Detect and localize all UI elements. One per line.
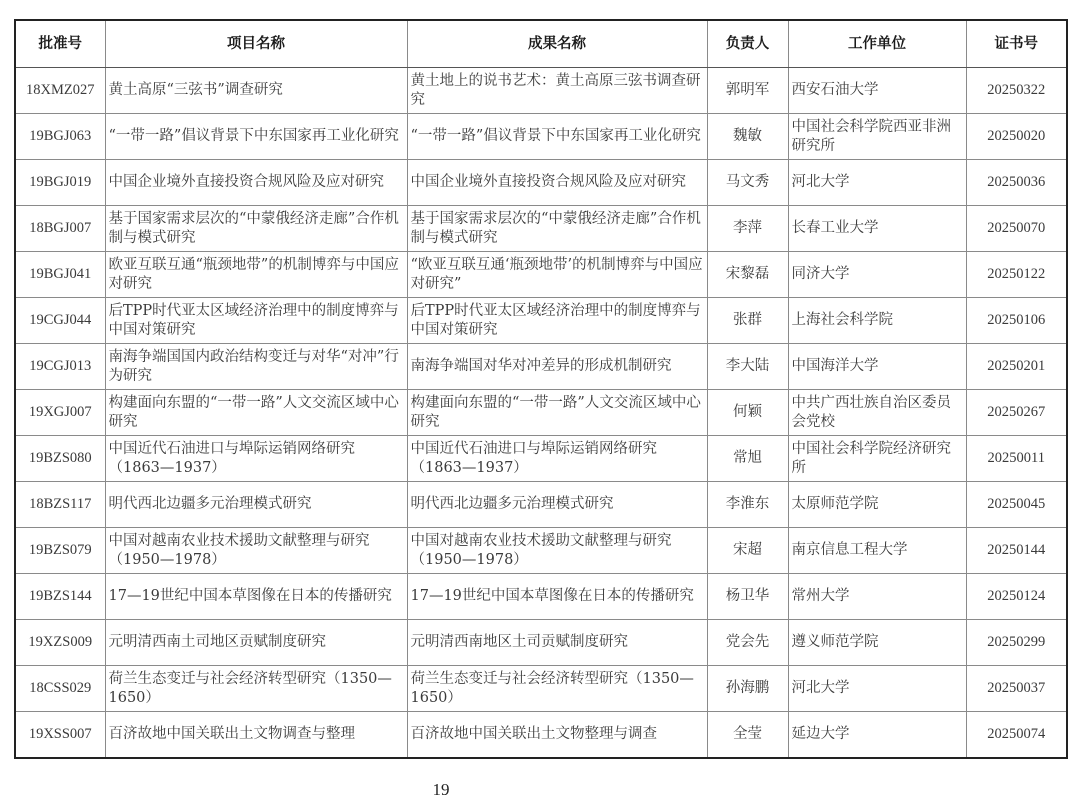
cell-lead: 孙海鹏: [707, 666, 788, 712]
cell-institution: 中共广西壮族自治区委员会党校: [788, 390, 966, 436]
cell-approval-no: 18BZS117: [15, 482, 105, 528]
table-row: [15, 620, 1067, 666]
cell-result-name: 17—19世纪中国本草图像在日本的传播研究: [407, 574, 707, 620]
cell-institution: 中国海洋大学: [788, 344, 966, 390]
table-row: [15, 528, 1067, 574]
cell-institution: 太原师范学院: [788, 482, 966, 528]
cell-institution: 延边大学: [788, 712, 966, 759]
cell-lead: 李萍: [707, 206, 788, 252]
cell-institution: 遵义师范学院: [788, 620, 966, 666]
table-header-row: [15, 20, 1067, 68]
cell-lead: 李大陆: [707, 344, 788, 390]
cell-cert-no: 20250122: [966, 252, 1067, 298]
table-row: [15, 436, 1067, 482]
page-number: [0, 780, 1080, 800]
cell-institution: 中国社会科学院经济研究所: [788, 436, 966, 482]
cell-lead: 李淮东: [707, 482, 788, 528]
cell-result-name: “一带一路”倡议背景下中东国家再工业化研究: [407, 114, 707, 160]
cell-approval-no: 19CGJ044: [15, 298, 105, 344]
table-row: [15, 390, 1067, 436]
cell-lead: 马文秀: [707, 160, 788, 206]
cell-result-name: 百济故地中国关联出土文物整理与调查: [407, 712, 707, 759]
cell-result-name: 明代西北边疆多元治理模式研究: [407, 482, 707, 528]
cell-project-name: 中国企业境外直接投资合规风险及应对研究: [105, 160, 407, 206]
table-row: [15, 344, 1067, 390]
cell-lead: 杨卫华: [707, 574, 788, 620]
header-lead: 负责人: [707, 20, 788, 68]
cell-lead: 全莹: [707, 712, 788, 759]
cell-approval-no: 18BGJ007: [15, 206, 105, 252]
cell-cert-no: 20250299: [966, 620, 1067, 666]
table-row: [15, 68, 1067, 114]
cell-result-name: 构建面向东盟的“一带一路”人文交流区域中心研究: [407, 390, 707, 436]
cell-institution: 中国社会科学院西亚非洲研究所: [788, 114, 966, 160]
cell-lead: 何颖: [707, 390, 788, 436]
cell-project-name: 南海争端国国内政治结构变迁与对华“对冲”行为研究: [105, 344, 407, 390]
cell-approval-no: 19BZS079: [15, 528, 105, 574]
cell-cert-no: 20250036: [966, 160, 1067, 206]
cell-result-name: “欧亚互联互通‘瓶颈地带’的机制博弈与中国应对研究”: [407, 252, 707, 298]
cell-institution: 西安石油大学: [788, 68, 966, 114]
cell-cert-no: 20250106: [966, 298, 1067, 344]
cell-result-name: 后TPP时代亚太区域经济治理中的制度博弈与中国对策研究: [407, 298, 707, 344]
cell-cert-no: 20250070: [966, 206, 1067, 252]
cell-lead: 宋超: [707, 528, 788, 574]
cell-lead: 党会先: [707, 620, 788, 666]
cell-approval-no: 18CSS029: [15, 666, 105, 712]
cell-institution: 长春工业大学: [788, 206, 966, 252]
cell-institution: 河北大学: [788, 160, 966, 206]
cell-lead: 张群: [707, 298, 788, 344]
cell-project-name: 黄土高原“三弦书”调查研究: [105, 68, 407, 114]
cell-institution: 南京信息工程大学: [788, 528, 966, 574]
cell-institution: 同济大学: [788, 252, 966, 298]
cell-project-name: 元明清西南土司地区贡赋制度研究: [105, 620, 407, 666]
cell-project-name: 中国对越南农业技术援助文献整理与研究（1950—1978）: [105, 528, 407, 574]
cell-approval-no: 19BGJ063: [15, 114, 105, 160]
cell-approval-no: 19BZS144: [15, 574, 105, 620]
header-cert-no: 证书号: [966, 20, 1067, 68]
table-row: [15, 482, 1067, 528]
cell-project-name: “一带一路”倡议背景下中东国家再工业化研究: [105, 114, 407, 160]
header-project-name: 项目名称: [105, 20, 407, 68]
header-institution: 工作单位: [788, 20, 966, 68]
table-row: [15, 206, 1067, 252]
cell-result-name: 南海争端国对华对冲差异的形成机制研究: [407, 344, 707, 390]
cell-project-name: 百济故地中国关联出土文物调查与整理: [105, 712, 407, 759]
cell-cert-no: 20250322: [966, 68, 1067, 114]
cell-project-name: 17—19世纪中国本草图像在日本的传播研究: [105, 574, 407, 620]
table-row: [15, 298, 1067, 344]
awards-table: [14, 19, 1068, 759]
cell-approval-no: 19XGJ007: [15, 390, 105, 436]
cell-cert-no: 20250144: [966, 528, 1067, 574]
cell-project-name: 后TPP时代亚太区域经济治理中的制度博弈与中国对策研究: [105, 298, 407, 344]
page-number-text: 19: [432, 780, 450, 799]
cell-institution: 河北大学: [788, 666, 966, 712]
cell-result-name: 荷兰生态变迁与社会经济转型研究（1350—1650）: [407, 666, 707, 712]
cell-lead: 常旭: [707, 436, 788, 482]
cell-project-name: 构建面向东盟的“一带一路”人文交流区域中心研究: [105, 390, 407, 436]
cell-approval-no: 19CGJ013: [15, 344, 105, 390]
cell-project-name: 基于国家需求层次的“中蒙俄经济走廊”合作机制与模式研究: [105, 206, 407, 252]
cell-cert-no: 20250124: [966, 574, 1067, 620]
cell-approval-no: 18XMZ027: [15, 68, 105, 114]
table-row: [15, 666, 1067, 712]
cell-cert-no: 20250045: [966, 482, 1067, 528]
cell-result-name: 中国对越南农业技术援助文献整理与研究（1950—1978）: [407, 528, 707, 574]
cell-result-name: 中国企业境外直接投资合规风险及应对研究: [407, 160, 707, 206]
cell-approval-no: 19BGJ041: [15, 252, 105, 298]
cell-result-name: 中国近代石油进口与埠际运销网络研究（1863—1937）: [407, 436, 707, 482]
cell-approval-no: 19BZS080: [15, 436, 105, 482]
cell-lead: 郭明军: [707, 68, 788, 114]
table-row: [15, 574, 1067, 620]
header-approval-no: 批准号: [15, 20, 105, 68]
cell-institution: 常州大学: [788, 574, 966, 620]
cell-result-name: 基于国家需求层次的“中蒙俄经济走廊”合作机制与模式研究: [407, 206, 707, 252]
cell-lead: 宋黎磊: [707, 252, 788, 298]
cell-project-name: 明代西北边疆多元治理模式研究: [105, 482, 407, 528]
cell-approval-no: 19BGJ019: [15, 160, 105, 206]
header-result-name: 成果名称: [407, 20, 707, 68]
table-row: [15, 114, 1067, 160]
cell-cert-no: 20250020: [966, 114, 1067, 160]
table-row: [15, 160, 1067, 206]
table-row: [15, 252, 1067, 298]
cell-result-name: 元明清西南地区土司贡赋制度研究: [407, 620, 707, 666]
cell-approval-no: 19XZS009: [15, 620, 105, 666]
cell-approval-no: 19XSS007: [15, 712, 105, 759]
cell-cert-no: 20250011: [966, 436, 1067, 482]
cell-project-name: 荷兰生态变迁与社会经济转型研究（1350—1650）: [105, 666, 407, 712]
cell-cert-no: 20250201: [966, 344, 1067, 390]
cell-cert-no: 20250037: [966, 666, 1067, 712]
cell-project-name: 欧亚互联互通“瓶颈地带”的机制博弈与中国应对研究: [105, 252, 407, 298]
cell-project-name: 中国近代石油进口与埠际运销网络研究（1863—1937）: [105, 436, 407, 482]
cell-result-name: 黄土地上的说书艺术：黄土高原三弦书调查研究: [407, 68, 707, 114]
cell-institution: 上海社会科学院: [788, 298, 966, 344]
cell-cert-no: 20250074: [966, 712, 1067, 759]
cell-lead: 魏敏: [707, 114, 788, 160]
table-row: [15, 712, 1067, 759]
cell-cert-no: 20250267: [966, 390, 1067, 436]
